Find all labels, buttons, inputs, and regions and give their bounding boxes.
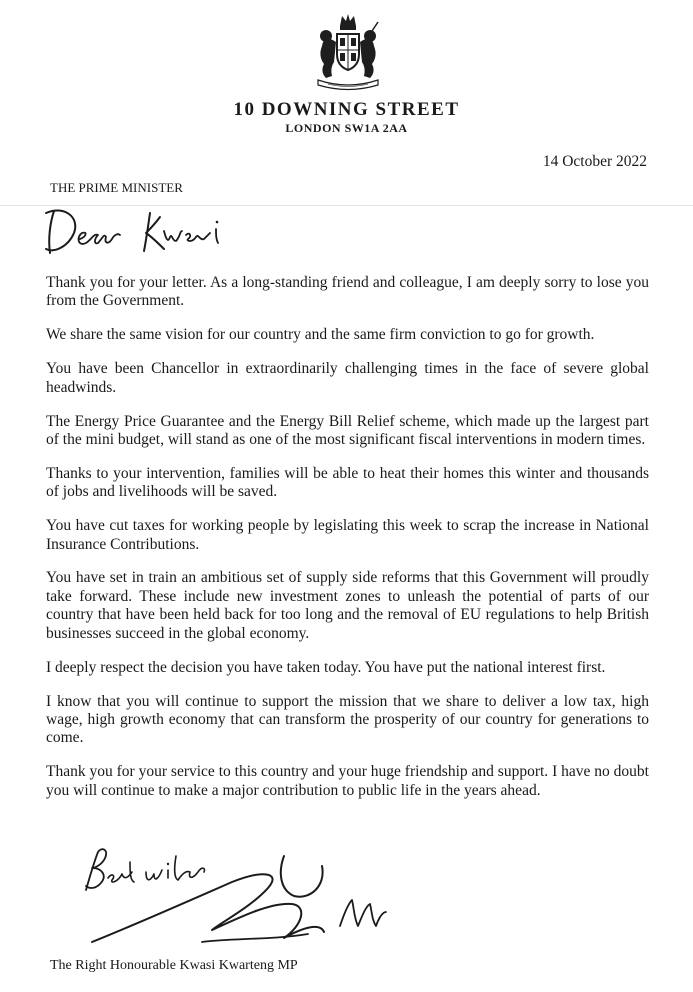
paragraph: Thank you for your service to this country and your huge friendship and support. I have no doubt you will continue to make a major contribution to public life in the years ahead. (46, 763, 649, 799)
paragraph: You have cut taxes for working people by legislating this week to scrap the increase in National Insurance Contributions. (46, 517, 649, 553)
letterhead-city: LONDON SW1A 2AA (285, 121, 408, 135)
letter-date: 14 October 2022 (542, 153, 647, 170)
paragraph: Thank you for your letter. As a long-standing friend and colleague, I am deeply sorry to lose you from the Government. (46, 274, 649, 310)
paragraph: Thanks to your intervention, families will be able to heat their homes this winter and thousands of jobs and livelihoods will be saved. (46, 464, 649, 501)
letterhead-address: 10 DOWNING STREET (233, 99, 460, 120)
paragraph: You have been Chancellor in extraordinarily challenging times in the face of severe global headwinds. (46, 360, 649, 396)
letter-sender-title: THE PRIME MINISTER (50, 180, 183, 195)
recipient-name: The Right Honourable Kwasi Kwarteng MP (50, 958, 298, 973)
letter-body (46, 274, 649, 816)
paragraph: You have set in train an ambitious set of supply side reforms that this Government will proudly take forward. These include new investment zones to unleash the potential of parts of our country that have been held back for too long and the removal of EU regulations to help British businesses succeed in the global economy. (46, 569, 649, 642)
paragraph: I know that you will continue to support the mission that we share to deliver a low tax, high wage, high growth economy that can transform the prosperity of our country for generations to come. (46, 692, 649, 747)
paragraph: I deeply respect the decision you have taken today. You have put the national interest first. (46, 658, 606, 676)
paragraph: We share the same vision for our country and the same firm conviction to go for growth. (46, 326, 595, 344)
paragraph: The Energy Price Guarantee and the Energy Bill Relief scheme, which made up the largest part of the mini budget, will stand as one of the most significant fiscal interventions in modern times. (46, 412, 649, 448)
handwritten-salutation (40, 203, 250, 259)
handwritten-signature (72, 842, 412, 960)
royal-coat-of-arms-icon (306, 12, 390, 92)
